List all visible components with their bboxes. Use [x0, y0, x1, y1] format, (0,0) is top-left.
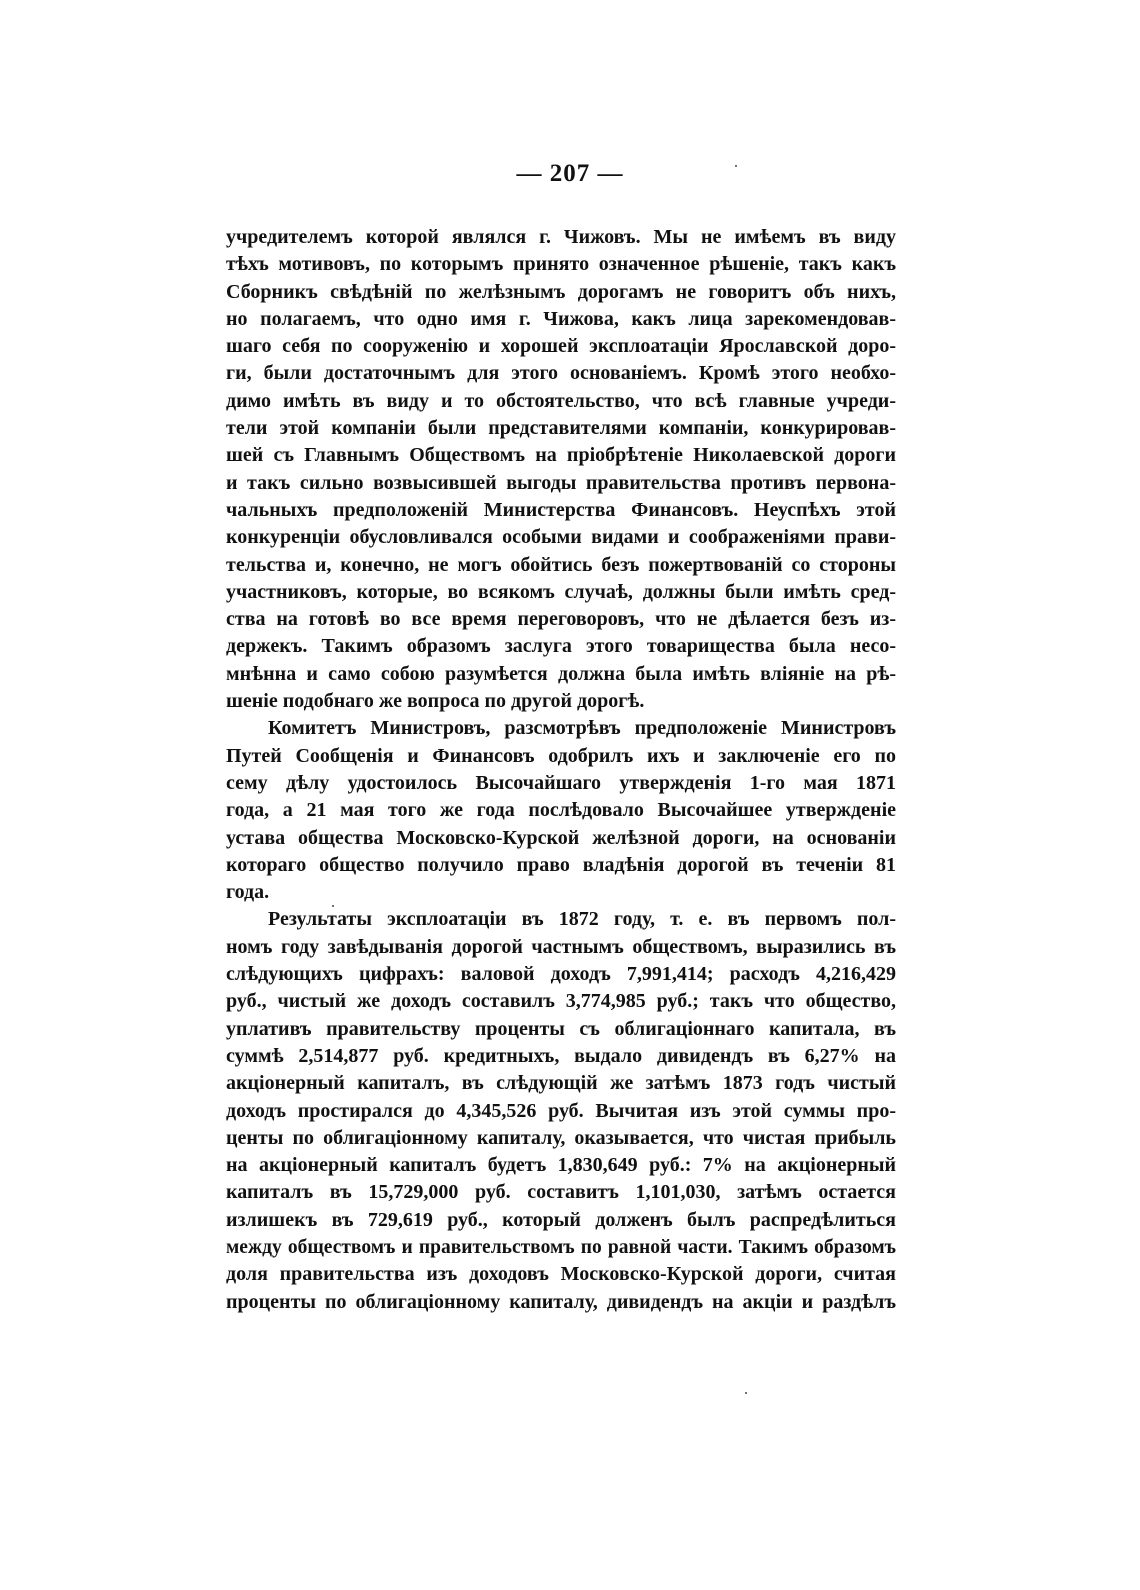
text-line: на акціонерный капиталъ будетъ 1,830,649 руб.: 7% на акціонерный [226, 1154, 896, 1177]
text-line: года, а 21 мая того же года послѣдовало Высочайшее утвержденіе [226, 799, 896, 822]
text-line: учредителемъ которой являлся г. Чижовъ. Мы не имѣемъ въ виду [226, 226, 896, 248]
text-line: руб., чистый же доходъ составилъ 3,774,985 руб.; такъ что общество, [226, 990, 896, 1013]
text-line: тѣхъ мотивовъ, по которымъ принято означенное рѣшеніе, такъ какъ [226, 253, 896, 276]
text-line: Сборникъ свѣдѣній по желѣзнымъ дорогамъ не говоритъ объ нихъ, [226, 280, 896, 303]
text-line: сему дѣлу удостоилось Высочайшаго утвержденія 1-го мая 1871 [226, 771, 896, 794]
text-line: и такъ сильно возвысившей выгоды правительства противъ первона- [226, 471, 896, 494]
body-text [226, 224, 896, 1316]
paragraph-end-line: года. [226, 881, 270, 904]
text-line: излишекъ въ 729,619 руб., который долженъ былъ распредѣлиться [226, 1208, 896, 1231]
text-line: котораго общество получило право владѣнія дорогой въ теченіи 81 [226, 853, 896, 876]
text-line: устава общества Московско-Курской желѣзной дороги, на основаніи [226, 826, 896, 849]
text-line: акціонерный капиталъ, въ слѣдующій же затѣмъ 1873 годъ чистый [226, 1072, 896, 1095]
text-line: капиталъ въ 15,729,000 руб. составитъ 1,101,030, затѣмъ остается [226, 1181, 896, 1204]
text-line: центы по облигаціонному капиталу, оказывается, что чистая прибыль [226, 1126, 896, 1149]
text-line: номъ году завѣдыванія дорогой частнымъ обществомъ, выразились въ [226, 935, 896, 958]
text-line: Путей Сообщенія и Финансовъ одобрилъ ихъ и заключеніе его по [226, 744, 896, 767]
text-line: уплативъ правительству проценты съ облигаціоннаго капитала, въ [226, 1017, 896, 1040]
scan-speck [735, 165, 737, 167]
paragraph-start-line: Результаты эксплоатаціи въ 1872 году, т. е. въ первомъ пол- [268, 908, 896, 931]
paragraph-end-line: шеніе подобнаго же вопроса по другой дорогѣ. [226, 690, 645, 713]
text-line: между обществомъ и правительствомъ по равной части. Такимъ образомъ [226, 1236, 896, 1258]
text-line: ги, были достаточнымъ для этого основаніемъ. Кромѣ этого необхо- [226, 362, 896, 385]
text-line: шаго себя по сооруженію и хорошей эксплоатаціи Ярославской доро- [226, 335, 896, 358]
text-line: тели этой компаніи были представителями компаніи, конкурировав- [226, 417, 896, 440]
text-line: доля правительства изъ доходовъ Московско-Курской дороги, считая [226, 1263, 896, 1286]
text-line: проценты по облигаціонному капиталу, дивидендъ на акціи и раздѣлъ [226, 1290, 896, 1313]
scan-speck [332, 905, 334, 907]
scan-speck [745, 1392, 747, 1394]
paragraph-start-line: Комитетъ Министровъ, разсмотрѣвъ предположеніе Министровъ [268, 717, 896, 740]
text-line: конкуренціи обусловливался особыми видами и соображеніями прави- [226, 526, 896, 549]
text-line: но полагаемъ, что одно имя г. Чижова, какъ лица зарекомендовав- [226, 307, 896, 330]
page-number: — 207 — [516, 160, 624, 187]
text-line: чальныхъ предположеній Министерства Финансовъ. Неуспѣхъ этой [226, 498, 896, 521]
text-line: димо имѣть въ виду и то обстоятельство, что всѣ главные учреди- [226, 389, 896, 412]
text-line: ства на готовѣ во все время переговоровъ, что не дѣлается безъ из- [226, 608, 896, 631]
text-line: участниковъ, которые, во всякомъ случаѣ, должны были имѣть сред- [226, 580, 896, 603]
text-line: доходъ простирался до 4,345,526 руб. Вычитая изъ этой суммы про- [226, 1099, 896, 1122]
text-line: шей съ Главнымъ Обществомъ на пріобрѣтеніе Николаевской дороги [226, 444, 896, 467]
text-line: суммѣ 2,514,877 руб. кредитныхъ, выдало дивидендъ въ 6,27% на [226, 1044, 896, 1067]
text-line: тельства и, конечно, не могъ обойтись безъ пожертвованій со стороны [226, 553, 896, 576]
text-line: слѣдующихъ цифрахъ: валовой доходъ 7,991,414; расходъ 4,216,429 [226, 963, 896, 986]
text-line: держекъ. Такимъ образомъ заслуга этого товарищества была несо- [226, 635, 896, 658]
text-line: мнѣнна и само собою разумѣется должна была имѣть вліяніе на рѣ- [226, 662, 896, 685]
